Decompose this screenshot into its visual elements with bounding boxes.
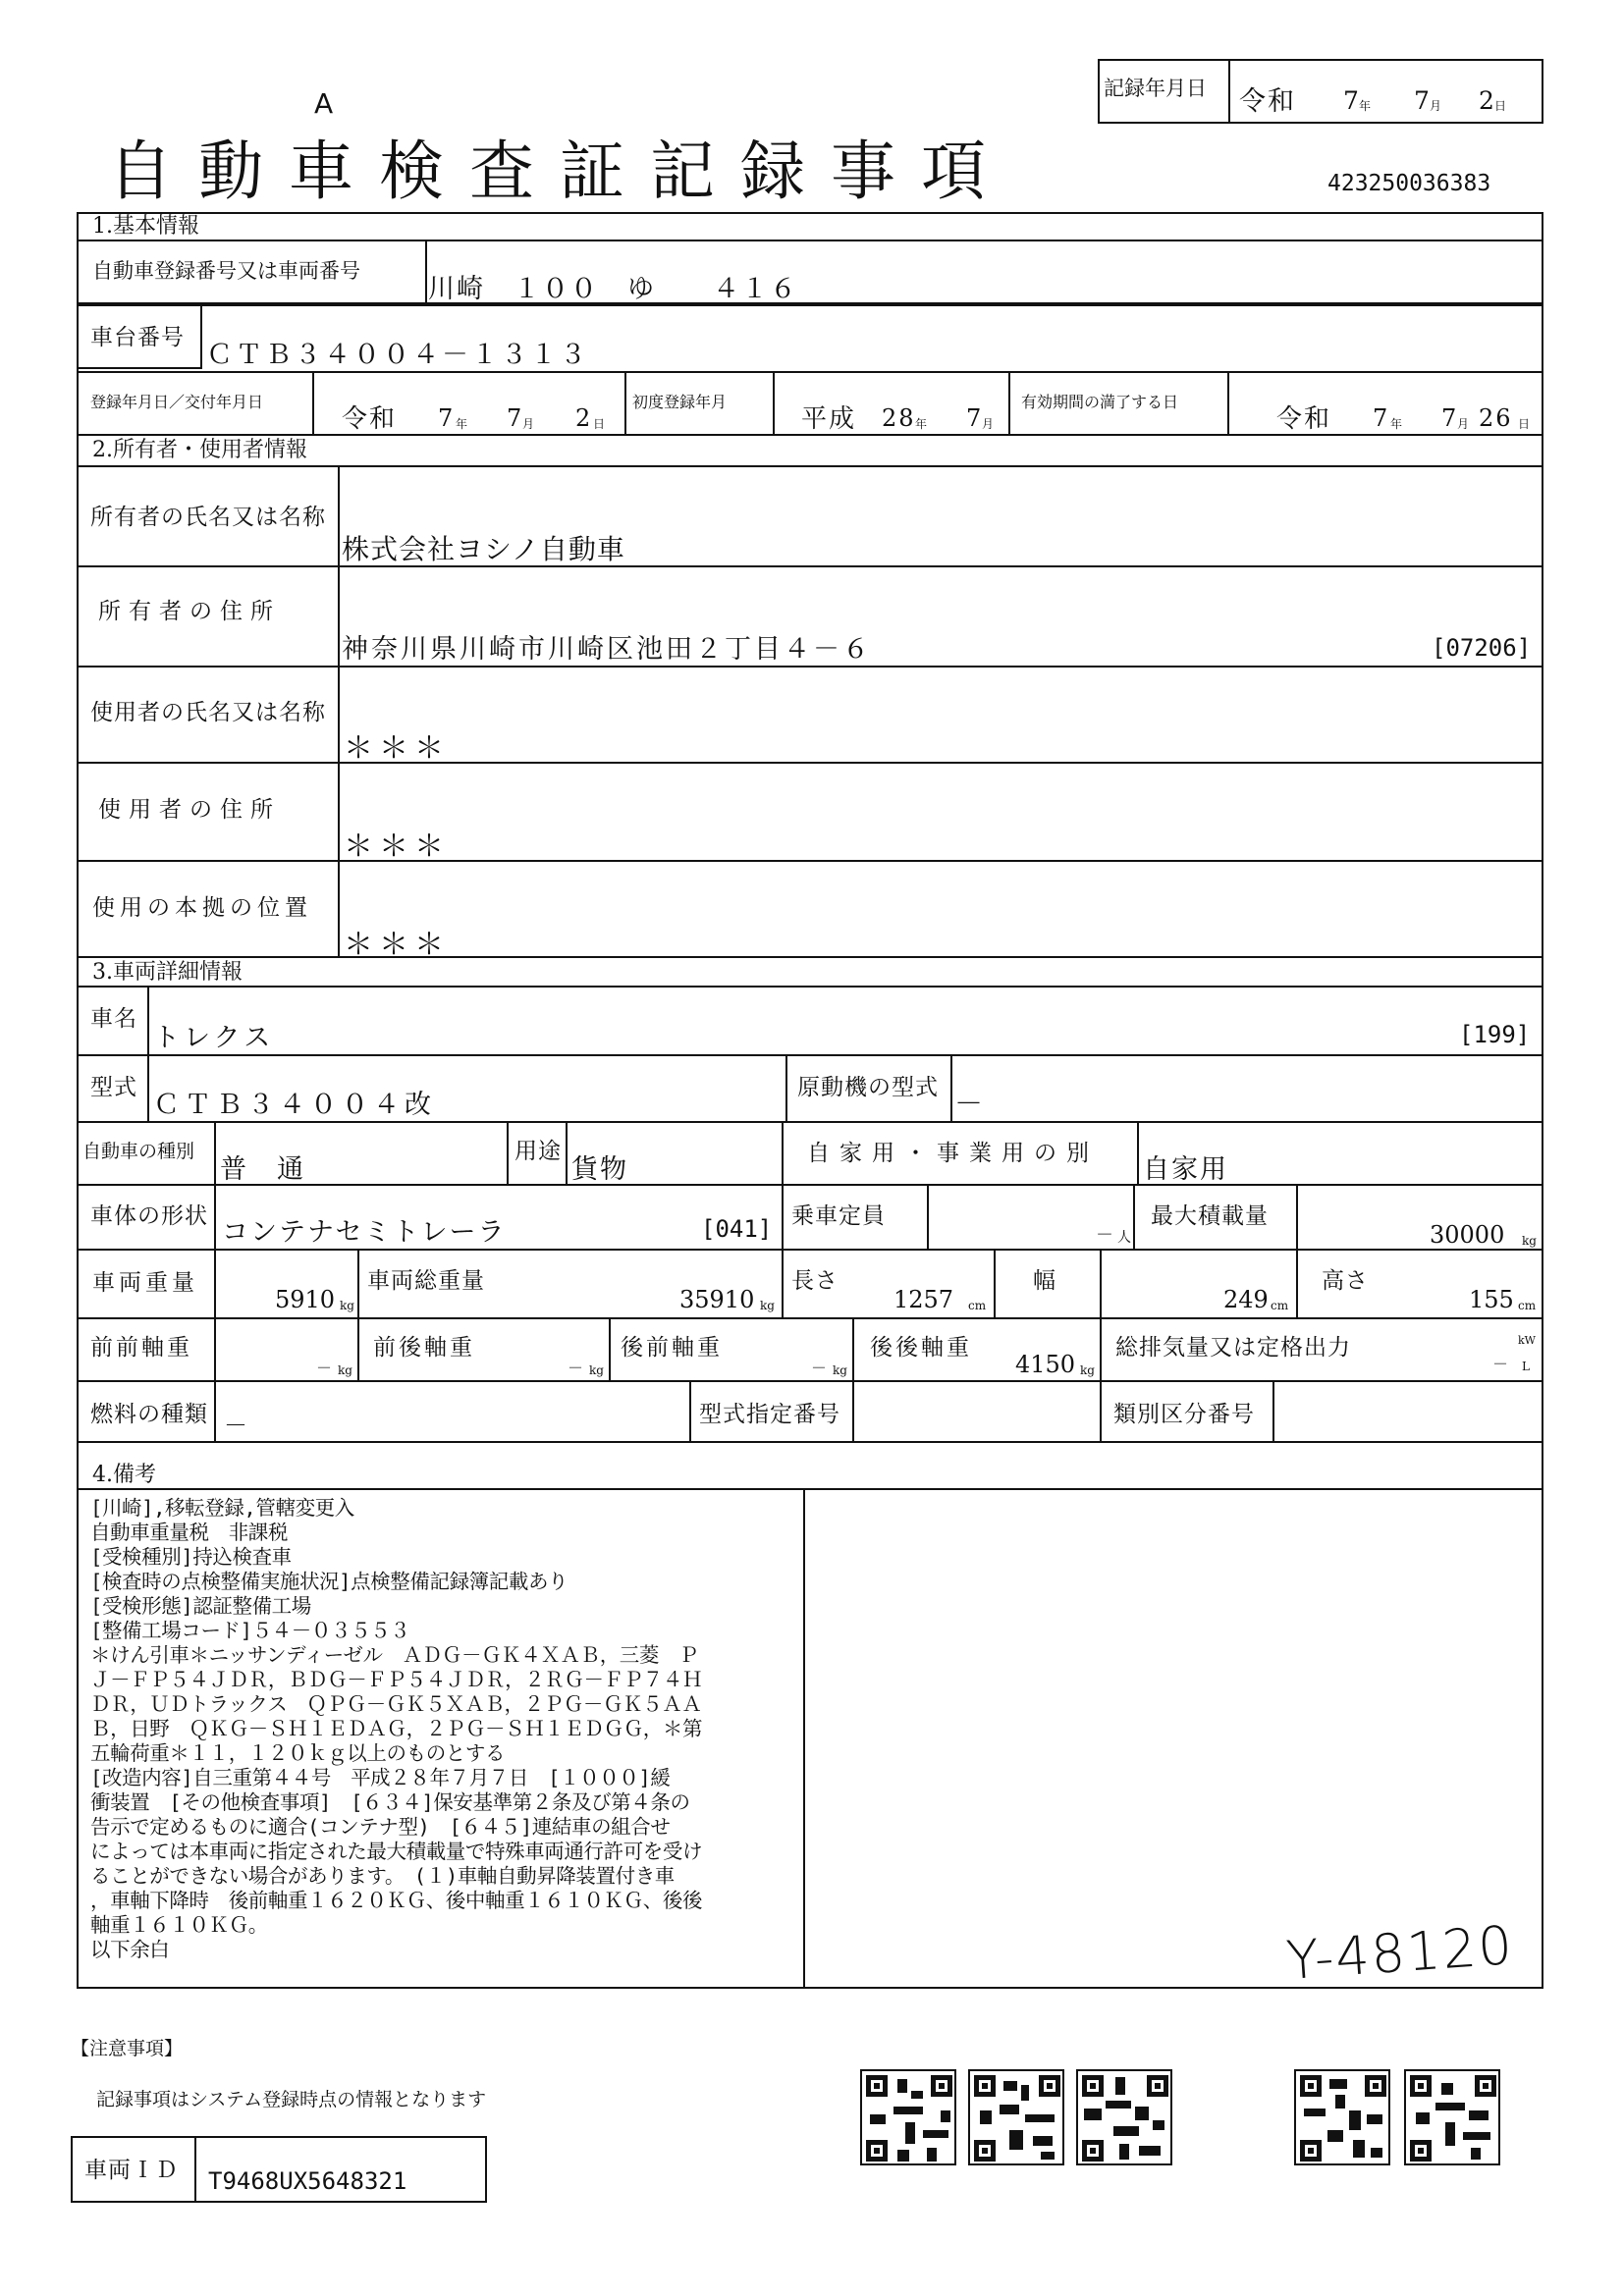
category-label: 類別区分番号	[1113, 1402, 1255, 1427]
caution-title: 【注意事項】	[71, 2038, 184, 2059]
kind-label: 自動車の種別	[82, 1141, 195, 1162]
base-label: 使用の本拠の位置	[92, 895, 312, 921]
weight-unit: kg	[340, 1299, 354, 1312]
length-unit: cm	[968, 1299, 987, 1312]
section-notes-title: 4.備考	[92, 1463, 156, 1487]
displacement-label: 総排気量又は定格出力	[1115, 1335, 1351, 1361]
displacement-unit-l: L	[1522, 1360, 1530, 1373]
qr-code-3	[1076, 2069, 1172, 2165]
model-label: 型式	[90, 1075, 137, 1100]
rr-axle-label: 後後軸重	[870, 1335, 972, 1361]
displacement-value: －	[1492, 1355, 1509, 1373]
displacement-unit-kw: kW	[1518, 1334, 1536, 1347]
name-code: [199]	[1459, 1021, 1531, 1048]
qr-code-2	[968, 2069, 1064, 2165]
body-code: [041]	[701, 1215, 773, 1243]
maxload-value: 30000	[1430, 1221, 1505, 1249]
gross-label: 車両総重量	[367, 1268, 485, 1294]
expiry-label: 有効期間の満了する日	[1021, 393, 1179, 411]
vehicle-id-label: 車両ＩＤ	[84, 2158, 179, 2183]
caution-text: 記録事項はシステム登録時点の情報となります	[96, 2089, 487, 2110]
height-label: 高さ	[1322, 1268, 1369, 1294]
owner-name-label: 所有者の氏名又は名称	[90, 505, 326, 530]
qr-code-1	[860, 2069, 956, 2165]
doc-mark: A	[314, 87, 334, 120]
reg-number-value: 川崎 １００ ゆ ４１６	[428, 274, 798, 304]
length-value: 1257	[893, 1286, 954, 1313]
qr-code-5	[1404, 2069, 1500, 2165]
page-title: 自動車検査証記録事項	[108, 133, 1011, 209]
height-unit: cm	[1518, 1299, 1537, 1312]
gross-unit: kg	[760, 1299, 775, 1312]
notes-text: [川崎],移転登録,管轄変更入 自動車重量税 非課税 [受検種別]持込検査車 [検査時の点検整備実施状況]点検整備記録簿記載あり [受検形態]認証整備工場 [整備工場コード]５４－０３５５３ ＊けん引車＊ニッサンディーゼル ＡＤＧ－ＧＫ４ＸＡＢ，三菱 Ｐ Ｊ－ＦＰ５４ＪＤＲ，ＢＤＧ－ＦＰ５４ＪＤＲ，２ＲＧ－ＦＰ７４Ｈ ＤＲ，ＵＤトラックス ＱＰＧ－ＧＫ５ＸＡＢ，２ＰＧ－ＧＫ５ＡＡ Ｂ，日野 ＱＫＧ－ＳＨ１ＥＤＡＧ，２ＰＧ－ＳＨ１ＥＤＧＧ，＊第 五輪荷重＊１１，１２０ｋｇ以上のものとする [改造内容]自三重第４４号 平成２８年７月７日 [１０００]緩 衝装置 [その他検査事項] [６３４]保安基準第２条及び第４条の 告示で定めるものに適合(コンテナ型) [６４５]連結車の組合せ によっては本車両に指定された最大積載量で特殊車両通行許可を受け ることができない場合があります。 (１)車軸自動昇降装置付き車 ，車軸下降時 後前軸重１６２０ＫＧ、後中軸重１６１０ＫＧ、後後 軸重１６１０ＫＧ。 以下余白	[90, 1496, 703, 1961]
height-value: 155	[1469, 1286, 1514, 1313]
model-value: ＣＴＢ３４００４改	[153, 1090, 436, 1120]
gross-value: 35910	[679, 1286, 755, 1313]
width-unit: cm	[1271, 1299, 1289, 1312]
engine-value: －	[954, 1087, 986, 1120]
kind-value: 普 通	[220, 1154, 305, 1185]
vehicle-id-value: T9468UX5648321	[208, 2167, 407, 2195]
rr-axle-value: 4150	[1015, 1351, 1076, 1378]
ff-axle-value: －	[316, 1359, 333, 1377]
reg-number-label: 自動車登録番号又は車両番号	[92, 259, 360, 283]
owner-addr-value: 神奈川県川崎市川崎区池田２丁目４－６	[342, 634, 872, 665]
fr-axle-label: 前後軸重	[373, 1335, 475, 1361]
width-value: 249	[1223, 1286, 1269, 1313]
body-label: 車体の形状	[90, 1203, 208, 1229]
user-addr-value: ＊＊＊	[344, 829, 450, 864]
name-label: 車名	[90, 1006, 137, 1032]
rf-axle-value: －	[811, 1359, 828, 1377]
private-label: 自家用・事業用の別	[807, 1141, 1099, 1166]
section-owner-title: 2.所有者・使用者情報	[92, 438, 307, 462]
width-label: 幅	[1033, 1268, 1056, 1294]
use-label: 用途	[514, 1139, 562, 1164]
firstreg-label: 初度登録年月	[632, 393, 728, 411]
qr-code-4	[1294, 2069, 1390, 2165]
ff-axle-label: 前前軸重	[90, 1335, 192, 1361]
rr-axle-unit: kg	[1080, 1363, 1095, 1377]
capacity-unit: 人	[1117, 1230, 1131, 1246]
engine-label: 原動機の型式	[797, 1075, 939, 1100]
doc-number: 423250036383	[1327, 171, 1491, 196]
regdate-label: 登録年月日／交付年月日	[90, 393, 264, 411]
user-name-value: ＊＊＊	[344, 731, 450, 766]
fuel-label: 燃料の種類	[90, 1402, 208, 1427]
ff-axle-unit: kg	[338, 1363, 352, 1377]
private-value: 自家用	[1143, 1154, 1228, 1185]
owner-addr-label: 所有者の住所	[98, 599, 281, 624]
typedesig-label: 型式指定番号	[699, 1402, 840, 1427]
chassis-value: ＣＴＢ３４００４－１３１３	[206, 340, 589, 370]
weight-label: 車両重量	[92, 1270, 198, 1296]
rf-axle-unit: kg	[833, 1363, 847, 1377]
maxload-unit: kg	[1522, 1234, 1537, 1248]
capacity-value: －	[1096, 1225, 1113, 1246]
body-value: コンテナセミトレーラ	[222, 1217, 507, 1248]
user-name-label: 使用者の氏名又は名称	[90, 700, 326, 725]
handwritten-number: Y-48120	[1284, 1913, 1516, 1993]
maxload-label: 最大積載量	[1151, 1203, 1269, 1229]
fr-axle-unit: kg	[589, 1363, 604, 1377]
fuel-value: －	[224, 1412, 249, 1439]
fr-axle-value: －	[568, 1359, 584, 1377]
user-addr-label: 使用者の住所	[98, 797, 281, 823]
base-value: ＊＊＊	[344, 928, 450, 962]
section-basic-title: 1.基本情報	[92, 214, 199, 239]
chassis-label: 車台番号	[90, 325, 185, 350]
owner-name-value: 株式会社ヨシノ自動車	[342, 533, 625, 565]
use-value: 貨物	[571, 1154, 628, 1185]
length-label: 長さ	[791, 1268, 839, 1294]
capacity-label: 乗車定員	[791, 1203, 886, 1229]
name-value: トレクス	[153, 1023, 275, 1053]
owner-addr-code: [07206]	[1432, 634, 1532, 662]
rf-axle-label: 後前軸重	[621, 1335, 723, 1361]
weight-value: 5910	[275, 1286, 336, 1313]
section-vehicle-title: 3.車両詳細情報	[92, 960, 243, 985]
record-date-label: 記録年月日	[1104, 77, 1207, 100]
